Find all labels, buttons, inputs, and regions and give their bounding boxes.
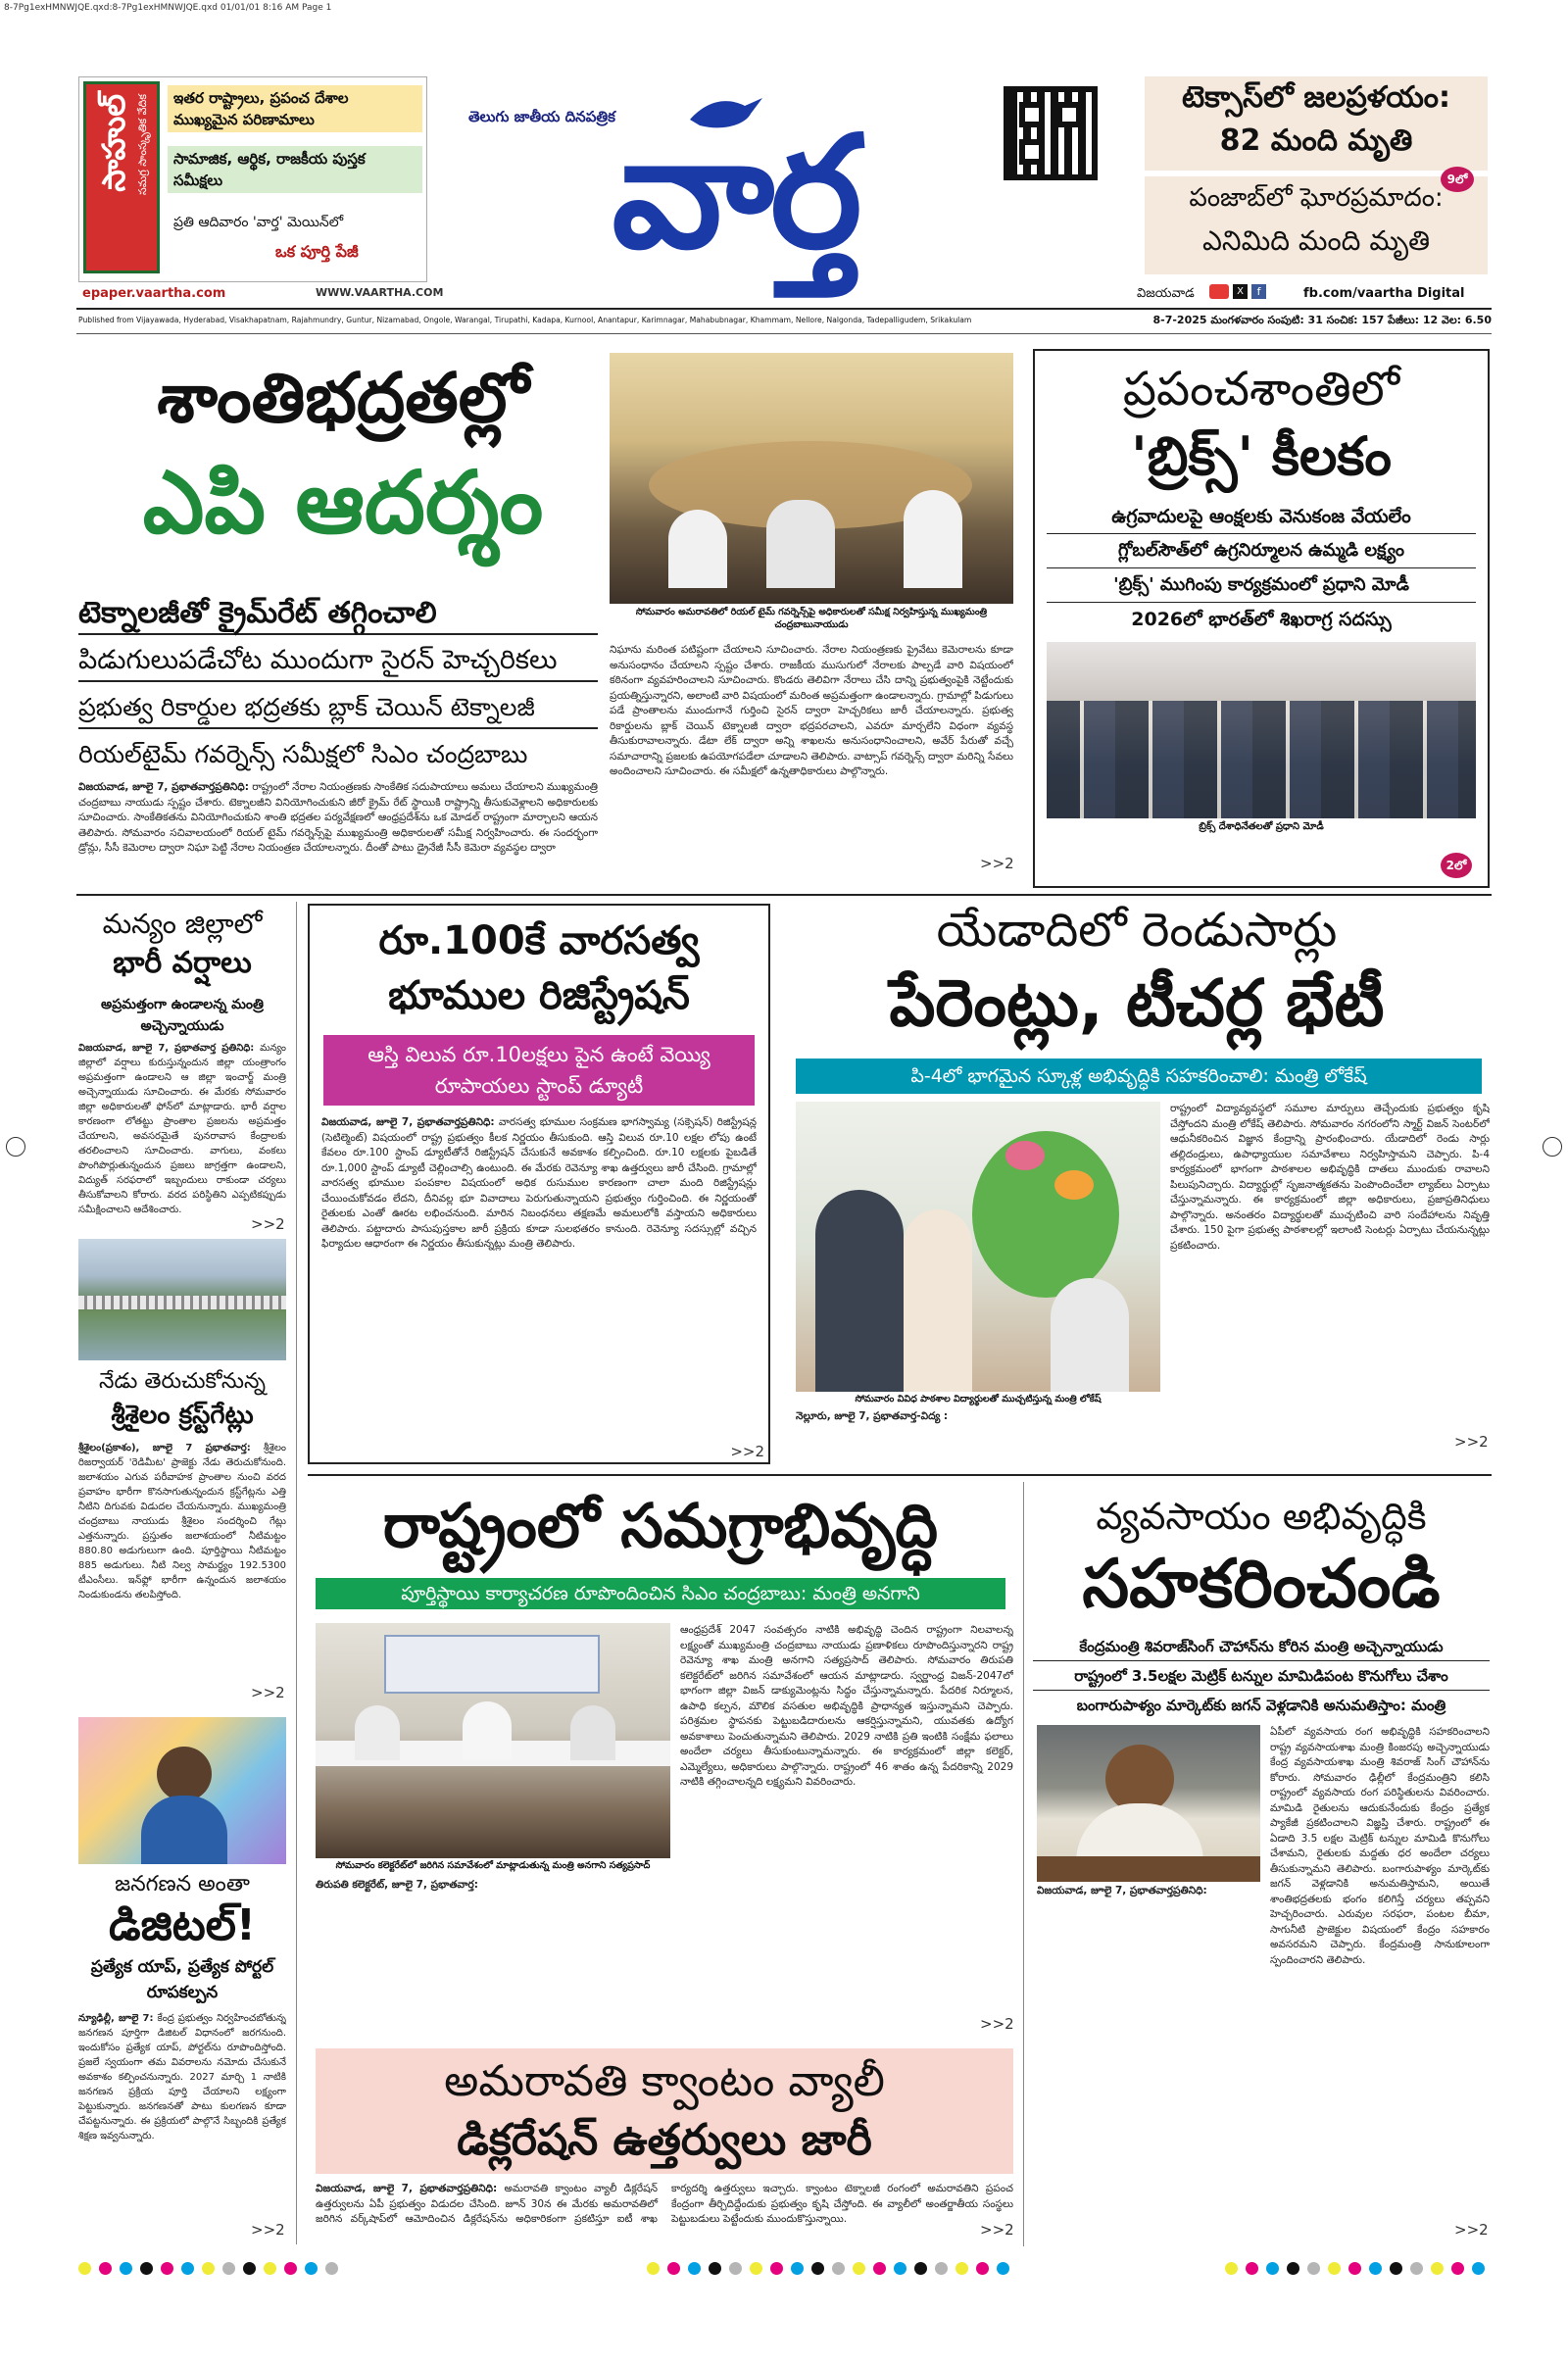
census-illustration <box>78 1717 286 1864</box>
registration-headline-1: రూ.100కే వారసత్వ <box>378 918 700 963</box>
site-link[interactable]: WWW.VAARTHA.COM <box>316 286 444 299</box>
rains-headline-2[interactable]: భారీ వర్షాలు <box>113 946 252 980</box>
agriculture-more-link[interactable]: >>2 <box>1454 2221 1489 2239</box>
brics-page-ref-badge[interactable]: 2లో <box>1441 853 1472 878</box>
census-dateline: న్యూఢిల్లీ, జూలై 7: <box>78 2013 154 2024</box>
ear-bottom[interactable] <box>1145 176 1488 274</box>
lead-section-rule <box>76 894 1492 896</box>
srisailam-body-text: శ్రీశైలం రిజర్వాయర్ 'రెడిమీట' ప్రాజెక్టు నేడు తెరుచుకోనుంది. జలాశయం ఎగువ పరీవాహక ప్రాంతాల నుంచి వరద ప్రవాహం భారీగా కొనసాగుతున్నందున క్రస్ట్‌గేట్లను ఎత్తి నీటిని దిగువకు విడుదల చేయనున్నారు. ముఖ్యమంత్రి చంద్రబాబు నాయుడు శ్రీశైలం సందర్శించి గేట్లు ఎత్తనున్నారు. ప్రస్తుతం జలాశయంలో నీటిమట్టం 880.80 అడుగులుగా ఉంది. పూర్తిస్థాయి నీటిమట్టం 885 అడుగులు. నీటి నిల్వ సామర్థ్యం 192.5300 టీఎంసీలు. ఇన్‌ఫ్లో భారీగా ఉన్నందున జలాశయం నిండుకుండను తలపిస్తోంది. <box>78 1443 286 1601</box>
development-dateline: తిరుపతి కలెక్టరేట్, జూలై 7, ప్రభాతవార్త: <box>316 1879 478 1891</box>
lead-more-link[interactable]: >>2 <box>980 855 1014 872</box>
ptm-deck: పి-4లో భాగమైన స్కూళ్ల అభివృద్ధికి సహకరించాలి: మంత్రి లోకేష్ <box>796 1059 1482 1094</box>
rains-headline-1[interactable]: మన్యం జిల్లాలో <box>102 908 263 940</box>
quantum-dateline: విజయవాడ, జూలై 7, ప్రభాతవార్తప్రతినిధి: <box>316 2183 498 2194</box>
census-headline-1[interactable]: జనగణన అంతా <box>115 1872 250 1896</box>
tagline: తెలుగు జాతీయ దినపత్రిక <box>468 108 615 125</box>
social-handle[interactable]: fb.com/vaartha Digital <box>1303 286 1465 301</box>
masthead-logo: వార్త <box>612 102 858 283</box>
brics-photo-caption: బ్రిక్స్ దేశాధినేతలతో ప్రధాని మోడీ <box>1199 821 1324 832</box>
lead-body-left <box>78 780 598 874</box>
registration-more-link[interactable]: >>2 <box>730 1443 764 1460</box>
color-registration-bar-mid <box>647 2262 1009 2275</box>
agriculture-body: ఏపీలో వ్యవసాయ రంగ అభివృద్ధికి సహకరించాలని రాష్ట్ర వ్యవసాయశాఖ మంత్రి కింజరపు అచ్చెన్నాయుడు కేంద్ర వ్యవసాయశాఖ మంత్రి శివరాజ్ సింగ్ చౌహాన్‌ను కోరారు. సోమవారం ఢిల్లీలో కేంద్రమంత్రిని కలిసి రాష్ట్రంలో వ్యవసాయ రంగ పరిస్థితులను వివరించారు. మామిడి రైతులను ఆదుకునేందుకు కేంద్రం ప్రత్యేక ప్యాకేజీ ప్రకటించాలని విజ్ఞప్తి చేశారు. రాష్ట్రంలో ఈ ఏడాది 3.5 లక్షల మెట్రిక్ టన్నుల మామిడి కొనుగోలు చేశామని, రైతులకు మద్దతు ధర అందేలా చర్యలు తీసుకున్నామని తెలిపారు. బంగారుపాళ్యం మార్కెట్‌కు జగన్ వెళ్లడానికి అనుమతిస్తామని, అయితే శాంతిభద్రతలకు భంగం కలిగిస్తే చర్యలు తప్పవని హెచ్చరించారు. ఎరువుల సరఫరా, పంటల బీమా, సాగునీటి ప్రాజెక్టుల విషయంలో కేంద్రం సహకారం అవసరమని చెప్పారు. కేంద్రమంత్రి సానుకూలంగా స్పందించారని తెలిపారు. <box>1270 1726 1490 1966</box>
ear-page-ref-badge[interactable]: 9లో <box>1441 167 1474 192</box>
social-icons[interactable] <box>1209 284 1266 299</box>
promo-item-3: ప్రతి ఆదివారం 'వార్త' మెయిన్‌లో <box>173 215 344 230</box>
ear-top[interactable] <box>1145 76 1488 171</box>
development-more-link[interactable]: >>2 <box>980 2015 1014 2033</box>
header-rule <box>76 308 1492 310</box>
ptm-body-left <box>796 1409 1160 1454</box>
development-headline[interactable]: రాష్ట్రంలో సమగ్రాభివృద్ధి <box>382 1490 939 1561</box>
city-label: విజయవాడ <box>1137 286 1195 301</box>
development-body-right: ఆంధ్రప్రదేశ్ 2047 సంవత్సరం నాటికి అభివృద్ధి చెందిన రాష్ట్రంగా నిలవాలన్న లక్ష్యంతో ముఖ్యమంత్రి చంద్రబాబు నాయుడు ప్రణాళికలు రూపొందిస్తున్నారని రాష్ట్ర రెవెన్యూ శాఖ మంత్రి అనగాని సత్యప్రసాద్ తెలిపారు. సోమవారం తిరుపతి కలెక్టరేట్‌లో జరిగిన సమావేశంలో ఆయన మాట్లాడారు. స్వర్ణాంధ్ర విజన్-2047లో భాగంగా జిల్లా విజన్ డాక్యుమెంట్లను సిద్ధం చేస్తున్నామన్నారు. పేదరిక నిర్మూలన, ఉపాధి కల్పన, మౌలిక వసతుల అభివృద్ధికి ప్రాధాన్యత ఇస్తున్నామని చెప్పారు. పరిశ్రమల స్థాపనకు పెట్టుబడిదారులను ఆకర్షిస్తున్నామని, యువతకు ఉద్యోగ అవకాశాలు పెంచుతున్నామని తెలిపారు. 2029 నాటికి ప్రతి ఇంటికి సంక్షేమ ఫలాలు అందేలా చర్యలు తీసుకుంటున్నామన్నారు. ఈ కార్యక్రమంలో జిల్లా కలెక్టర్, ఎమ్మెల్యేలు, అధికారులు పాల్గొన్నారు. రాష్ట్రంలో 46 శాతం ఉన్న పేదరికాన్ని 2029 నాటికి తగ్గించాలన్నది లక్ష్యమని వివరించారు. <box>680 1624 1013 1788</box>
lead-photo-caption: సోమవారం అమరావతిలో రియల్ టైమ్ గవర్నెన్స్‌పై అధికారులతో సమీక్ష నిర్వహిస్తున్న ముఖ్యమంత్రి చంద్రబాబునాయుడు <box>635 607 988 630</box>
lead-deck-1: టెక్నాలజీతో క్రైమ్‌రేట్ తగ్గించాలి <box>78 594 598 635</box>
ptm-body-right: రాష్ట్రంలో విద్యావ్యవస్థలో సమూల మార్పులు తెచ్చేందుకు ప్రభుత్వం కృషి చేస్తోందని మంత్రి లోకేష్ తెలిపారు. సోమవారం నగరంలోని స్మార్ట్ విజన్ సెంటర్‌లో ఆధునీకరించిన విజ్ఞాన కేంద్రాన్ని ప్రారంభించారు. యేడాదిలో రెండు సార్లు తల్లిదండ్రులు, ఉపాధ్యాయుల సమావేశాలు నిర్వహిస్తామని చెప్పారు. పి-4 కార్యక్రమంలో భాగంగా పాఠశాలల అభివృద్ధికి దాతలు ముందుకు రావాలని పిలుపునిచ్చారు. విద్యార్థుల్లో సృజనాత్మకతను పెంపొందించేలా ల్యాబ్‌లు ఏర్పాటు చేస్తున్నామన్నారు. ఈ కార్యక్రమంలో జిల్లా అధికారులు, ప్రజాప్రతినిధులు పాల్గొన్నారు. అనంతరం విద్యార్థులతో ముచ్చటించి వారి సందేహాలను నివృత్తి చేశారు. 150 పైగా ప్రభుత్వ పాఠశాలల్లో ఇలాంటి సెంటర్లు ఏర్పాటు చేయనున్నట్లు ప్రకటించారు. <box>1170 1103 1490 1252</box>
registration-dateline: విజయవాడ, జూలై 7, ప్రభాతవార్తప్రతినిధి: <box>321 1116 495 1128</box>
lead-deck-3: ప్రభుత్వ రికార్డుల భద్రతకు బ్లాక్ చెయిన్ టెక్నాలజీ <box>78 688 598 729</box>
lead-deck-4: రియల్‌టైమ్ గవర్నెన్స్ సమీక్షలో సిఎం చంద్రబాబు <box>78 740 528 768</box>
srisailam-photo <box>78 1239 286 1360</box>
ear-top-line1: టెక్సాస్‌లో జలప్రళయం: <box>1182 80 1450 115</box>
lead-dateline: విజయవాడ, జూలై 7, ప్రభాతవార్తప్రతినిధి: <box>78 781 249 793</box>
ptm-photo <box>796 1102 1160 1392</box>
srisailam-more-link[interactable]: >>2 <box>251 1684 285 1701</box>
promo-tag: ఒక పూర్తి పేజీ <box>275 242 359 261</box>
promo-item-2: సామాజిక, ఆర్థిక, రాజకీయ పుస్తక సమీక్షలు <box>168 146 422 193</box>
agriculture-photo <box>1037 1725 1260 1882</box>
brics-box[interactable] <box>1033 349 1490 888</box>
brics-deck-3: 'బ్రిక్స్' ముగింపు కార్యక్రమంలో ప్రధాని మోడీ <box>1047 568 1476 603</box>
census-body-text: కేంద్ర ప్రభుత్వం నిర్వహించబోతున్న జనగణన పూర్తిగా డిజిటల్ విధానంలో జరగనుంది. ఇందుకోసం ప్రత్యేక యాప్, పోర్టల్‌ను రూపొందిస్తోంది. ప్రజలే స్వయంగా తమ వివరాలను నమోదు చేసుకునే అవకాశం కల్పించనున్నారు. 2027 మార్చి 1 నాటికి జనగణన ప్రక్రియ పూర్తి చేయాలని లక్ష్యంగా పెట్టుకున్నారు. జనగణనతో పాటు కులగణన కూడా చేపట్టనున్నారు. ఈ ప్రక్రియలో పాల్గొనే సిబ్బందికి ప్రత్యేక శిక్షణ ఇవ్వనున్నారు. <box>78 2013 286 2142</box>
quantum-box[interactable] <box>316 2048 1013 2233</box>
qr-code-icon[interactable] <box>1004 86 1098 180</box>
lead-photo <box>610 353 1013 604</box>
agriculture-deck-1: కేంద్రమంత్రి శివరాజ్‌సింగ్ చౌహాన్‌ను కోరిన మంత్రి అచ్చెన్నాయుడు <box>1033 1633 1490 1661</box>
registration-body <box>321 1115 757 1417</box>
lead-deck-2: పిడుగులుపడేచోట ముందుగా సైరన్ హెచ్చరికలు <box>78 641 598 682</box>
brics-headline-2: 'బ్రిక్స్' కీలకం <box>1131 425 1392 487</box>
ptm-more-link[interactable]: >>2 <box>1454 1433 1489 1451</box>
brics-headline-1: ప్రపంచశాంతిలో <box>1122 362 1400 417</box>
development-photo <box>316 1623 670 1858</box>
brics-deck-4: 2026లో భారత్‌లో శిఖరాగ్ర సదస్సు <box>1131 609 1392 630</box>
development-photo-caption: సోమవారం కలెక్టరేట్‌లో జరిగిన సమావేశంలో మాట్లాడుతున్న మంత్రి అనగాని సత్యప్రసాద్ <box>335 1860 651 1871</box>
brics-photo <box>1047 642 1476 818</box>
agriculture-column-rule <box>1023 1482 1024 2246</box>
srisailam-dateline: శ్రీశైలం(ప్రకాశం), జూలై 7 ప్రభాతవార్త: <box>78 1443 251 1453</box>
date-line: 8-7-2025 మంగళవారం సంపుటి: 31 సంచిక: 157 పేజీలు: 12 వెల: 6.50 <box>1152 314 1492 326</box>
srisailam-headline-1[interactable]: నేడు తెరుచుకోనున్న <box>99 1369 266 1394</box>
ptm-photo-caption: సోమవారం వివిధ పాఠశాల విద్యార్థులతో ముచ్చటిస్తున్న మంత్రి లోకేష్ <box>855 1394 1102 1404</box>
agriculture-body-top <box>1037 1884 1260 2035</box>
brics-deck-1: ఉగ్రవాదులపై ఆంక్షలకు వెనుకంజ వేయలేం <box>1047 500 1476 534</box>
rains-body-text: మన్యం జిల్లాలో వర్షాలు కురుస్తున్నందున జిల్లా యంత్రాంగం అప్రమత్తంగా ఉండాలని ఆ జిల్లా ఇంచార్జ్ మంత్రి అచ్చెన్నాయుడు సూచించారు. ఈ మేరకు సోమవారం జిల్లా అధికారులతో ఫోన్‌లో మాట్లాడారు. భారీ వర్షాల కారణంగా లోతట్టు ప్రాంతాల ప్రజలను అప్రమత్తం చేయాలని, అవసరమైతే పునరావాస కేంద్రాలకు తరలించాలని సూచించారు. వాగులు, వంకలు పొంగిపొర్లుతున్నందున ప్రజలు జాగ్రత్తగా ఉండాలని, విద్యుత్ సరఫరాలో ఇబ్బందులు రాకుండా చర్యలు తీసుకోవాలని కోరారు. వరద పరిస్థితిని ఎప్పటికప్పుడు సమీక్షించాలని ఆదేశించారు. <box>78 1043 286 1215</box>
registration-mark-icon <box>6 1137 25 1157</box>
census-more-link[interactable]: >>2 <box>251 2221 285 2239</box>
agriculture-deck-3: బంగారుపాళ్యం మార్కెట్‌కు జగన్ వెళ్లడానికి అనుమతిస్తాం: మంత్రి <box>1076 1697 1446 1714</box>
promo-box[interactable] <box>78 76 427 282</box>
quantum-headlines <box>316 2048 1013 2174</box>
facebook-icon[interactable]: f <box>1251 284 1266 299</box>
quantum-headline-1: అమరావతి క్వాంటం వ్యాలీ <box>444 2056 885 2106</box>
print-slug: 8-7Pg1exHMNWJQE.qxd:8-7Pg1exHMNWJQE.qxd 01/01/01 8:16 AM Page 1 <box>4 3 332 13</box>
quantum-body-text: అమరావతి క్వాంటం వ్యాలీ డిక్లరేషన్ ఉత్తర్వులను ఏపీ ప్రభుత్వం విడుదల చేసింది. జూన్ 30న ఈ మేరకు అమరావతిలో జరిగిన వర్క్‌షాప్‌లో ఆమోదించిన డిక్లరేషన్‌ను అధికారికంగా ప్రకటిస్తూ ఐటీ శాఖ కార్యదర్శి ఉత్తర్వులు ఇచ్చారు. క్వాంటం టెక్నాలజీ రంగంలో అమరావతిని ప్రపంచ కేంద్రంగా తీర్చిదిద్దేందుకు ప్రభుత్వం కృషి చేస్తోంది. ఈ వ్యాలీలో అంతర్జాతీయ సంస్థలు పెట్టుబడులు పెట్టేందుకు ముందుకొస్తున్నాయి. <box>316 2183 1013 2225</box>
promo-item-1: ఇతర రాష్ట్రాలు, ప్రపంచ దేశాల ముఖ్యమైన పరిణామాలు <box>168 85 422 132</box>
census-headline-2[interactable]: డిజిటల్! <box>109 1900 256 1950</box>
development-deck: పూర్తిస్థాయి కార్యాచరణ రూపొందించిన సిఎం చంద్రబాబు: మంత్రి అనగాని <box>316 1578 1005 1609</box>
epaper-link[interactable]: epaper.vaartha.com <box>82 286 226 301</box>
promo-logo-sub: సమగ్ర సాంస్కృతిక వేదిక <box>136 94 149 196</box>
youtube-icon[interactable] <box>1209 284 1229 299</box>
registration-headline-2: భూముల రిజిస్ట్రేషన్ <box>388 973 690 1018</box>
ptm-headline-2[interactable]: పేరెంట్లు, టీచర్ల భేటీ <box>889 965 1385 1041</box>
rains-deck: అప్రమత్తంగా ఉండాలన్న మంత్రి అచ్చెన్నాయుడు <box>101 997 264 1034</box>
lead-headline-1[interactable]: శాంతిభద్రతల్లో <box>157 358 529 438</box>
lead-body-right: నిఘాను మరింత పటిష్టంగా చేయాలని సూచించారు. నేరాల నియంత్రణకు ప్రైవేటు కెమెరాలను కూడా అనుసంధానం చేయాలని స్పష్టం చేశారు. రాజకీయ ముసుగులో నేరాలకు పాల్పడే వారి విషయంలో కఠినంగా వ్యవహరించాలని సూచించారు. కొండరు తెలివిగా నేరాలు చేసి దాన్ని ప్రభుత్వంపైకి నెట్టేందుకు ప్రయత్నిస్తున్నారని, అలాంటి వారి విషయంలో మరింత అప్రమత్తంగా ఉండాలన్నారు. గ్రామాల్లో పిడుగులు పడే ప్రాంతాలను ముందుగానే గుర్తించి సైరన్ ద్వారా హెచ్చరికలు జారీ చేయాలన్నారు. ప్రభుత్వ రికార్డులను బ్లాక్ చెయిన్ టెక్నాలజీ ద్వారా భద్రపరచాలని, ఎవరూ మార్చలేని విధంగా వ్యవస్థ తీసుకురావాలన్నారు. డేటా లేక్ ద్వారా అన్ని శాఖలను అనుసంధానించాలని, అవేర్ పేరుతో వచ్చే సమాచారాన్ని ప్రజలకు ఉపయోగపడేలా చూడాలని తెలిపారు. వాట్సాప్ గవర్నెన్స్ ద్వారా మరిన్ని సేవలు అందించాలని సూచించారు. ఈ సమీక్షలో ఉన్నతాధికారులు పాల్గొన్నారు. <box>610 644 1013 777</box>
ptm-dateline: నెల్లూరు, జూలై 7, ప్రభాతవార్త-విద్య : <box>796 1410 949 1422</box>
agriculture-headline-1[interactable]: వ్యవసాయం అభివృద్ధికి <box>1096 1495 1427 1538</box>
census-body <box>78 2011 286 2235</box>
published-from: Published from Vijayawada, Hyderabad, Visakhapatnam, Rajahmundry, Guntur, Nizamabad, Ongole, Warangal, Tirupathi, Kadapa, Kurnool, Anantapur, Karimnagar, Mahabubnagar, Khammam, Nellore, Nalgonda, Tadepalligudem, Srikakulam <box>78 316 972 324</box>
color-registration-bar-right <box>1225 2262 1485 2275</box>
promo-logo <box>83 81 160 273</box>
rains-body <box>78 1041 286 1233</box>
srisailam-body <box>78 1441 286 1692</box>
rains-dateline: విజయవాడ, జూలై 7, ప్రభాతవార్త ప్రతినిధి: <box>78 1043 255 1054</box>
quantum-body <box>316 2182 1013 2231</box>
census-deck: ప్రత్యేక యాప్, ప్రత్యేక పోర్టల్ రూపకల్పన <box>90 1957 274 2002</box>
brics-deck-2: గ్లోబల్‌సౌత్‌లో ఉగ్రనిర్మూలన ఉమ్మడి లక్ష్యం <box>1047 534 1476 568</box>
agriculture-dateline: విజయవాడ, జూలై 7, ప్రభాతవార్తప్రతినిధి: <box>1037 1885 1207 1896</box>
middle-section-rule <box>308 1474 1492 1476</box>
color-registration-bar-left <box>78 2262 338 2275</box>
quantum-more-link[interactable]: >>2 <box>980 2221 1014 2239</box>
quantum-headline-2: డిక్లరేషన్ ఉత్తర్వులు జారీ <box>457 2115 872 2165</box>
agriculture-deck-2: రాష్ట్రంలో 3.5లక్షల మెట్రిక్ టన్నుల మామిడిపంట కొనుగోలు చేశాం <box>1033 1662 1490 1691</box>
registration-box[interactable] <box>308 904 770 1464</box>
srisailam-headline-2[interactable]: శ్రీశైలం క్రస్ట్‌గేట్లు <box>111 1401 254 1430</box>
registration-body-text: వారసత్వ భూముల సంక్రమణ భాగస్వామ్య (సక్సెషన్) రిజిస్ట్రేషన్ల (సెటిల్మెంట్) విషయంలో రాష్ట్ర ప్రభుత్వం కీలక నిర్ణయం తీసుకుంది. ఆస్తి విలువ రూ.10 లక్షల లోపు ఉంటే కేవలం రూ.100 స్టాంప్ డ్యూటీతోనే రిజిస్ట్రేషన్ చేసుకునే అవకాశం కల్పించింది. రూ.10 లక్షలకు పైబడితే రూ.1,000 స్టాంప్ డ్యూటీ చెల్లించాల్సి ఉంటుంది. ఈ మేరకు రెవెన్యూ శాఖ ఉత్తర్వులు జారీ చేసింది. గ్రామాల్లో వారసత్వ భూముల పంపకాల విషయంలో అధిక రుసుముల కారణంగా చాలా మంది రిజిస్ట్రేషన్లు చేయించుకోవడం లేదని, దీనివల్ల భూ వివాదాలు పెరుగుతున్నాయని ప్రభుత్వం గుర్తించింది. ఈ నిర్ణయంతో రైతులకు ఎంతో ఊరట లభించనుంది. మారిన నిబంధనలు తక్షణమే అమలులోకి వస్తాయని అధికారులు తెలిపారు. పట్టాదారు పాసుపుస్తకాల జారీ ప్రక్రియ కూడా సులభతరం కానుంది. రెవెన్యూ సదస్సుల్లో వచ్చిన ఫిర్యాదుల ఆధారంగా ఈ నిర్ణయం తీసుకున్నట్లు మంత్రి తెలిపారు. <box>321 1116 757 1250</box>
lead-headline-2[interactable]: ఎపి ఆదర్శం <box>142 452 544 553</box>
development-body-left <box>316 1878 670 2035</box>
ear-bottom-line1: పంజాబ్‌లో ఘోరప్రమాదం: <box>1189 183 1444 213</box>
registration-mark-icon <box>1543 1137 1562 1157</box>
rains-more-link[interactable]: >>2 <box>251 1215 285 1233</box>
ear-top-line2: 82 మంది మృతి <box>1219 123 1413 158</box>
left-column-rule <box>296 902 297 2244</box>
x-icon[interactable]: X <box>1233 284 1248 299</box>
ear-bottom-line2: ఎనిమిది మంది మృతి <box>1202 224 1430 257</box>
dateline-rule <box>76 333 1492 334</box>
lead-body-left-text: రాష్ట్రంలో నేరాల నియంత్రణకు సాంకేతిక సదుపాయాలు అమలు చేయాలని ముఖ్యమంత్రి చంద్రబాబు నాయుడు స్పష్టం చేశారు. టెక్నాలజీని వినియోగించుకుని జీరో క్రైమ్ రేట్ స్థాయికి రాష్ట్రాన్ని తీసుకువెళ్లాలని అధికారులకు సూచించారు. సాంకేతికతను వినియోగించుకుని శాంతి భద్రతల పర్యవేక్షణలో ఆంధ్రప్రదేశ్‌ను ఒక మోడల్ రాష్ట్రంగా మార్చాలని ఆయన తెలిపారు. సోమవారం సచివాలయంలో రియల్ టైమ్ గవర్నెన్స్‌పై ముఖ్యమంత్రి అధికారులతో సమీక్ష నిర్వహించారు. ఈ సందర్భంగా డ్రోన్లు, సీసీ కెమెరాల ద్వారా నిఘా పెట్టి నేరాల నియంత్రణ చేయాలన్నారు. దీంతో పాటు డ్రైనేజీ సీసీ కెమెరా వ్యవస్థల ద్వారా <box>78 781 598 854</box>
registration-deck: ఆస్తి విలువ రూ.10లక్షలు పైన ఉంటే వెయ్యి రూపాయలు స్టాంప్ డ్యూటీ <box>323 1035 755 1106</box>
ptm-headline-1[interactable]: యేడాదిలో రెండుసార్లు <box>936 903 1338 958</box>
promo-logo-text: సాహుల్ <box>95 94 132 192</box>
agriculture-headline-2[interactable]: సహకరించండి <box>1082 1546 1441 1623</box>
